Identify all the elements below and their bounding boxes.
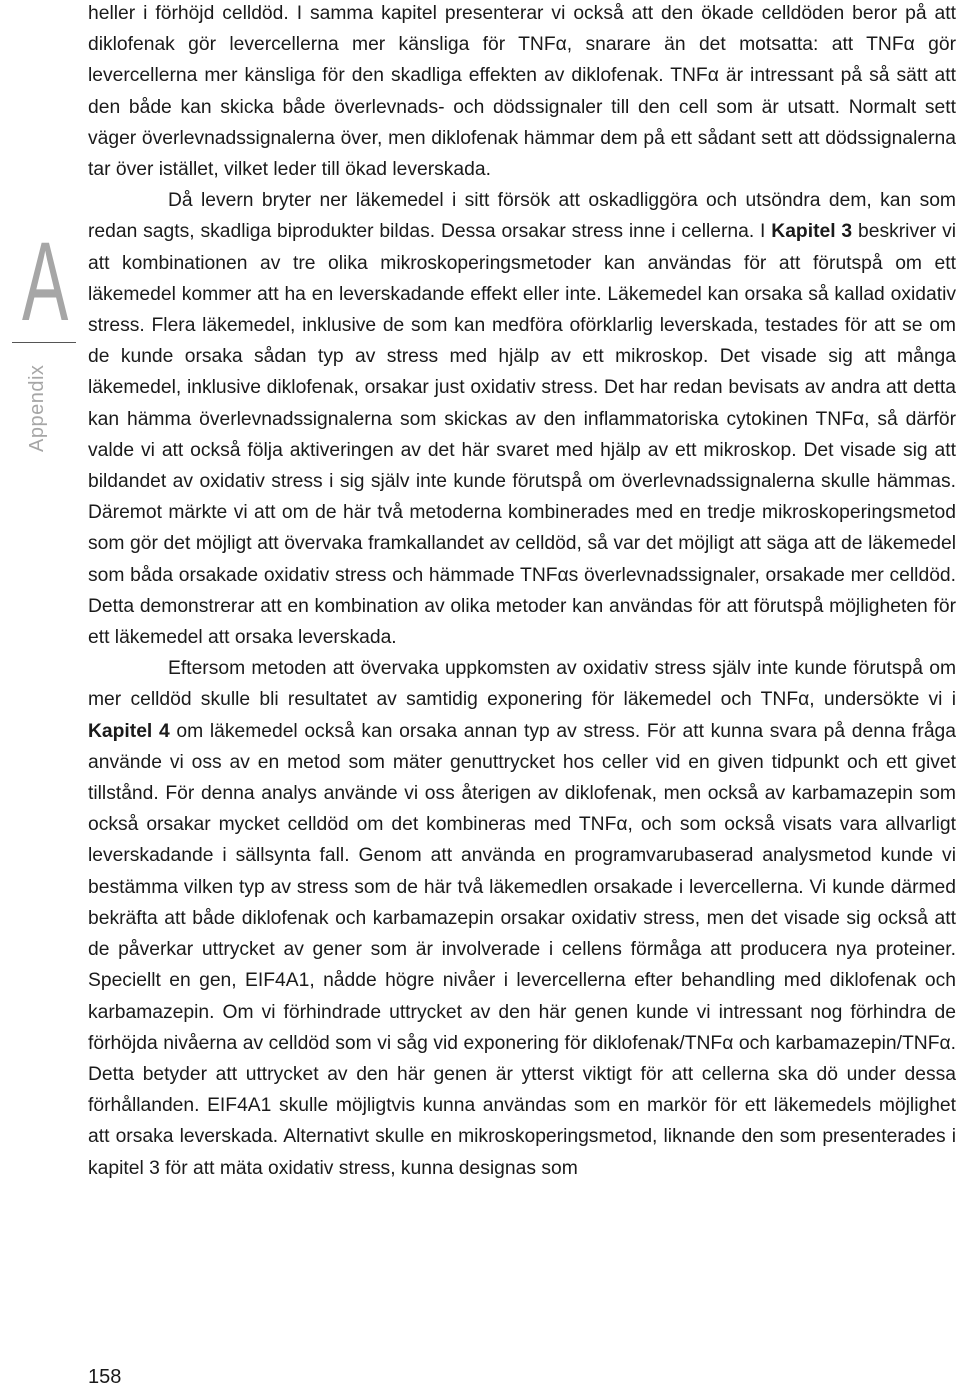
chapter-reference: Kapitel 4 xyxy=(88,720,170,742)
paragraph xyxy=(88,0,956,185)
body-text xyxy=(88,0,956,1184)
page-number: 158 xyxy=(88,1366,122,1388)
paragraph xyxy=(88,185,956,653)
paragraph-text: heller i förhöjd celldöd. I samma kapitel presenterar vi också att den ökade celldöden beror på att diklofenak gör levercellerna mer känsliga för TNFα, snarare än det motsatta: att TNFα gör levercellerna mer känsliga för den skadliga effekten av diklofenak. TNFα är intressant på så sätt att den både kan skicka både överlevnads- och dödssignaler till den cell som är utsatt. Normalt sett väger överlevnadssignalerna över, men diklofenak hämmar dem på ett sådant sett att dödssignalerna tar över istället, vilket leder till ökad leverskada. xyxy=(88,3,956,181)
paragraph-text: beskriver vi att kombinationen av tre olika mikroskoperingsmetoder kan användas för att förutspå om ett läkemedel kommer att ha en leverskadande effekt eller inte. Läkemedel kan orsaka så kallad oxidativ stress. Flera läkemedel, inklusive de som kan medföra oförklarlig leverskada, testades för att se om de kunde orsaka sådan typ av stress med hjälp av ett mikroskop. Det visade sig att många läkemedel, inklusive diklofenak, orsakar just oxidativ stress. Det har redan bevisats av andra att detta kan hämma överlevnadssignalerna som skickas av den inflammatoriska cytokinen TNFα, så därför valde vi att också följa aktiveringen av det här svaret med hjälp av ett mikroskop. Det visade sig att bildandet av oxidativ stress i sig själv inte kunde förutspå om överlevnadssignalerna skulle hämmas. Däremot märkte vi att om de här två metoderna kombinerades med en tredje mikroskoperingsmetod som gör det möjligt att övervaka framkallandet av celldöd, så var det möjligt att säga att de läkemedel som båda orsakade oxidativ stress och hämmade TNFαs överlevnadssignaler, orsakade mer celldöd. Detta demonstrerar att en kombination av olika metoder kan användas för att förutspå möjligheten för ett läkemedel att orsaka leverskada. xyxy=(88,221,957,649)
appendix-letter: A xyxy=(22,219,69,344)
chapter-reference: Kapitel 3 xyxy=(771,221,853,243)
appendix-sidebar xyxy=(0,0,80,1390)
paragraph-text: Då levern bryter ner läkemedel i sitt försök att oskadliggöra och utsöndra dem, kan som redan sagts, skadliga biprodukter bildas. Dessa orsakar stress inne i cellerna. I xyxy=(88,190,956,243)
paragraph-text: Eftersom metoden att övervaka uppkomsten av oxidativ stress själv inte kunde förutspå om mer celldöd skulle bli resultatet av samtidig exponering för läkemedel och TNFα, undersökte vi i xyxy=(88,658,956,711)
paragraph-text: om läkemedel också kan orsaka annan typ av stress. För att kunna svara på denna fråga använde vi oss av en metod som mäter genuttrycket hos celler vid en given tidpunkt och ett givet tillstånd. För denna analys använde vi oss återigen av diklofenak, men också av karbamazepin som också orsakar mycket celldöd om det kombineras med TNFα, och som också visats vara allvarligt leverskadande i sällsynta fall. Genom att använda en programvarubaserad analysmetod kunde vi bestämma vilken typ av stress som de här två läkemedlen orsakade i levercellerna. Vi kunde därmed bekräfta att både diklofenak och karbamazepin orsakar oxidativ stress, men det visade sig också att de påverkar uttrycket av gener som är involverade i cellens förmåga att producera nya proteiner. Speciellt en gen, EIF4A1, nådde högre nivåer i levercellerna efter behandling med diklofenak och karbamazepin. Om vi förhindrade uttrycket av den här genen kunde vi intressant nog förhindra de förhöjda nivåerna av celldöd som vi såg vid exponering för diklofenak/TNFα och karbamazepin/TNFα. Detta betyder att uttrycket av den här genen är ytterst viktigt för att cellerna ska dö under dessa förhållanden. EIF4A1 skulle möjligtvis kunna användas som en markör för ett läkemedels möjlighet att orsaka leverskada. Alternativt skulle en mikroskoperingsmetod, liknande den som presenterades i kapitel 3 för att mäta oxidativ stress, kunna designas som xyxy=(88,720,956,1179)
appendix-divider xyxy=(12,342,76,343)
paragraph xyxy=(88,653,956,1183)
appendix-label: Appendix xyxy=(26,364,48,452)
